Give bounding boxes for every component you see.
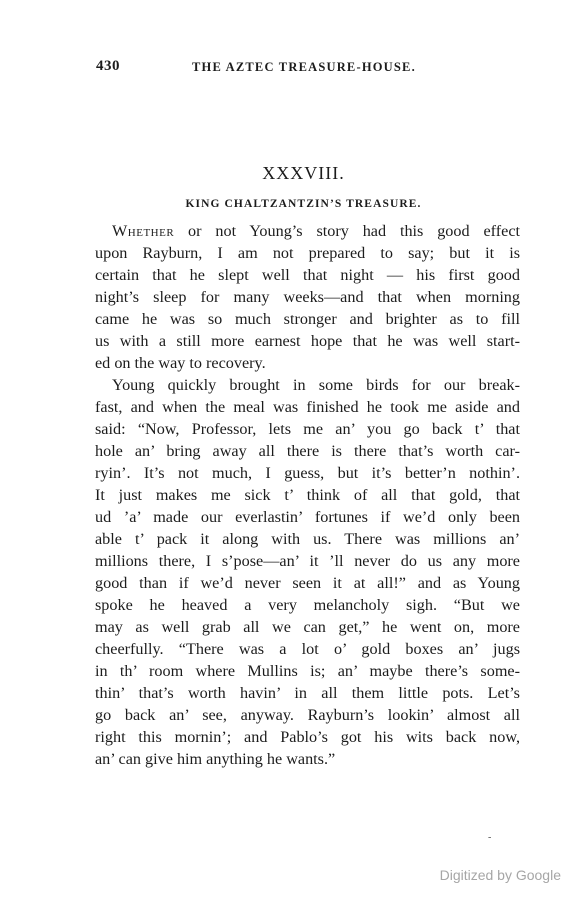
- text-line: came he was so much stronger and brighter as to fill: [95, 310, 520, 328]
- text-line: good than if we’d never seen it at all!” and as Young: [95, 574, 520, 592]
- text-line: ud ’a’ made our everlastin’ fortunes if we’d only been: [95, 508, 520, 526]
- opening-word: Whether: [112, 222, 175, 240]
- text-line: fast, and when the meal was finished he took me aside and: [95, 398, 520, 416]
- text-line: Young quickly brought in some birds for our break-: [112, 376, 520, 394]
- page-mark: -: [488, 832, 492, 843]
- chapter-number: XXXVIII.: [262, 163, 345, 183]
- text-line: night’s sleep for many weeks—and that when morning: [95, 288, 520, 306]
- text-line: right this mornin’; and Pablo’s got his wits back now,: [95, 728, 520, 746]
- text-line: [95, 220, 520, 242]
- text-line: ryin’. It’s not much, I guess, but it’s better’n nothin’.: [95, 464, 520, 482]
- chapter-title: KING CHALTZANTZIN’S TREASURE.: [185, 198, 422, 210]
- text-line: upon Rayburn, I am not prepared to say; but it is: [95, 244, 520, 262]
- text-line: able t’ pack it along with us. There was millions an’: [95, 530, 520, 548]
- text-line: in th’ room where Mullins is; an’ maybe there’s some-: [95, 662, 520, 680]
- page-number: 430: [96, 58, 120, 74]
- text-line: It just makes me sick t’ think of all that gold, that: [95, 486, 520, 504]
- text-line: thin’ that’s worth havin’ in all them little pots. Let’s: [95, 684, 520, 702]
- text-line: may as well grab all we can get,” he went on, more: [95, 618, 520, 636]
- body-text: [95, 220, 520, 770]
- text-line: ed on the way to recovery.: [95, 354, 266, 372]
- text-line: certain that he slept well that night — his first good: [95, 266, 520, 284]
- text-line: said: “Now, Professor, lets me an’ you go back t’ that: [95, 420, 520, 438]
- text-line: millions there, I s’pose—an’ it ’ll never do us any more: [95, 552, 520, 570]
- text-line: an’ can give him anything he wants.”: [95, 750, 336, 768]
- text-line: hole an’ bring away all there is there that’s worth car-: [95, 442, 520, 460]
- google-watermark: Digitized by Google: [439, 867, 561, 883]
- text-line: spoke he heaved a very melancholy sigh. “But we: [95, 596, 520, 614]
- running-title: THE AZTEC TREASURE-HOUSE.: [192, 60, 416, 74]
- paragraph-2: [95, 374, 520, 770]
- text-line: go back an’ see, anyway. Rayburn’s lookin’ almost all: [95, 706, 520, 724]
- line-text: or not Young’s story had this good effect: [174, 222, 520, 240]
- text-line: cheerfully. “There was a lot o’ gold boxes an’ jugs: [95, 640, 520, 658]
- paragraph-1: [95, 220, 520, 374]
- running-head: [96, 58, 516, 80]
- text-line: us with a still more earnest hope that he was well start-: [95, 332, 520, 350]
